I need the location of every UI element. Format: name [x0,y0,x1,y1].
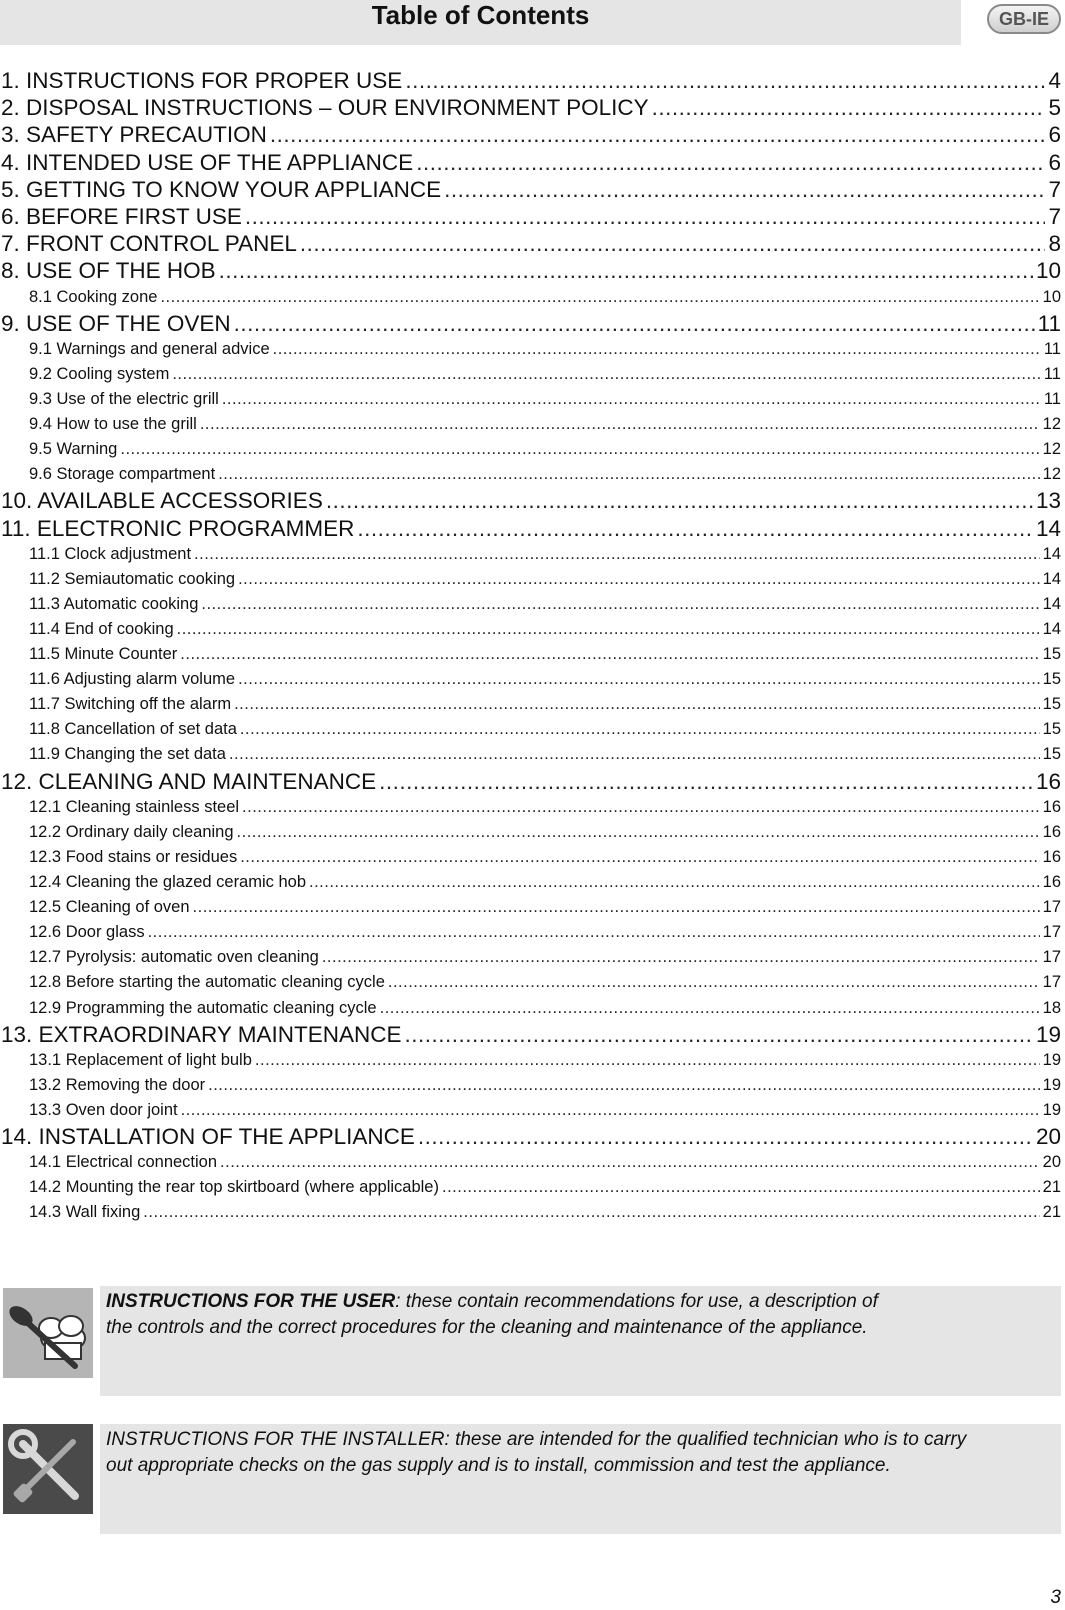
toc-section-row[interactable] [0,795,1061,820]
toc-section-row[interactable] [0,412,1061,437]
toc-chapter-row[interactable] [0,1123,1061,1150]
toc-leader-dots [405,1021,1033,1048]
toc-entry-page: 10 [1035,258,1061,284]
toc-leader-dots [238,667,1040,692]
toc-leader-dots [143,1200,1039,1225]
toc-leader-dots [242,795,1040,820]
toc-section-row[interactable] [0,820,1061,845]
toc-leader-dots [238,567,1040,592]
toc-entry-page: 15 [1042,720,1061,739]
toc-entry-page: 12 [1042,415,1061,434]
toc-entry-label: 12.2 Ordinary daily cleaning [29,822,234,841]
toc-chapter-row[interactable] [0,121,1061,148]
toc-entry-page: 19 [1042,1050,1061,1069]
toc-section-row[interactable] [0,845,1061,870]
toc-section-row[interactable] [0,970,1061,995]
toc-leader-dots [322,945,1040,970]
toc-entry-label: 14. INSTALLATION OF THE APPLIANCE [1,1124,415,1150]
toc-entry-page: 16 [1042,822,1061,841]
toc-entry-page: 10 [1042,287,1061,306]
toc-leader-dots [181,1098,1040,1123]
toc-entry-page: 21 [1042,1178,1061,1197]
toc-section-row[interactable] [0,1175,1061,1200]
toc-section-row[interactable] [0,592,1061,617]
toc-section-row[interactable] [0,1048,1061,1073]
toc-entry-label: 13.1 Replacement of light bulb [29,1050,252,1069]
toc-entry-label: 12.7 Pyrolysis: automatic oven cleaning [29,948,319,967]
toc-chapter-row[interactable] [0,515,1061,542]
toc-entry-page: 12 [1042,465,1061,484]
toc-entry-label: 9.4 How to use the grill [29,415,197,434]
toc-chapter-row[interactable] [0,487,1061,514]
toc-section-row[interactable] [0,642,1061,667]
toc-section-row[interactable] [0,996,1061,1021]
toc-section-row[interactable] [0,362,1061,387]
toc-leader-dots [172,362,1041,387]
user-instructions-title: INSTRUCTIONS FOR THE USER [106,1291,396,1312]
toc-entry-page: 19 [1042,1075,1061,1094]
toc-leader-dots [220,1150,1040,1175]
toc-entry-label: 10. AVAILABLE ACCESSORIES [1,488,323,514]
toc-entry-label: 8. USE OF THE HOB [1,258,216,284]
toc-entry-page: 15 [1042,645,1061,664]
toc-chapter-row[interactable] [0,94,1061,121]
toc-entry-page: 17 [1042,973,1061,992]
toc-entry-page: 16 [1042,797,1061,816]
toc-leader-dots [193,895,1040,920]
toc-entry-label: 14.2 Mounting the rear top skirtboard (where applicable) [29,1178,439,1197]
toc-entry-label: 13. EXTRAORDINARY MAINTENANCE [1,1021,402,1047]
toc-section-row[interactable] [0,1073,1061,1098]
toc-entry-label: 11. ELECTRONIC PROGRAMMER [1,515,355,541]
toc-section-row[interactable] [0,692,1061,717]
toc-entry-page: 7 [1048,176,1061,202]
toc-section-row[interactable] [0,945,1061,970]
toc-entry-page: 20 [1035,1124,1061,1150]
toc-entry-page: 7 [1048,203,1061,229]
toc-leader-dots [120,437,1039,462]
toc-entry-page: 19 [1035,1021,1061,1047]
toc-entry-page: 8 [1048,231,1061,257]
toc-entry-page: 16 [1035,768,1061,794]
toc-chapter-row[interactable] [0,67,1061,94]
toc-entry-page: 17 [1042,923,1061,942]
toc-leader-dots [234,692,1040,717]
toc-entry-label: 11.8 Cancellation of set data [29,720,237,739]
toc-leader-dots [416,149,1045,176]
toc-entry-page: 16 [1042,873,1061,892]
language-badge: GB-IE [987,4,1061,34]
page-number: 3 [1050,1587,1061,1608]
toc-leader-dots [219,257,1033,284]
toc-entry-page: 19 [1042,1100,1061,1119]
toc-leader-dots [177,617,1040,642]
toc-section-row[interactable] [0,717,1061,742]
toc-entry-label: 2. DISPOSAL INSTRUCTIONS – OUR ENVIRONMENT POLICY [1,95,649,121]
toc-leader-dots [234,310,1035,337]
toc-leader-dots [222,387,1041,412]
toc-leader-dots [652,94,1046,121]
toc-entry-page: 4 [1048,68,1061,93]
toc-entry-page: 13 [1035,488,1061,514]
toc-entry-page: 11 [1037,310,1061,336]
toc-chapter-row[interactable] [0,1021,1061,1048]
toc-section-row[interactable] [0,1200,1061,1225]
toc-leader-dots [357,515,1033,542]
toc-entry-page: 17 [1042,948,1061,967]
toc-section-row[interactable] [0,1150,1061,1175]
toc-leader-dots [442,1175,1040,1200]
toc-section-row[interactable] [0,462,1061,487]
toc-leader-dots [300,230,1046,257]
toc-entry-label: 3. SAFETY PRECAUTION [1,122,267,148]
toc-entry-page: 15 [1042,670,1061,689]
toc-leader-dots [255,1048,1040,1073]
toc-entry-label: 12.5 Cleaning of oven [29,898,190,917]
toc-section-row[interactable] [0,617,1061,642]
toc-entry-label: 12.9 Programming the automatic cleaning cycle [29,998,377,1017]
toc-leader-dots [201,592,1039,617]
toc-leader-dots [240,717,1040,742]
toc-entry-label: 4. INTENDED USE OF THE APPLIANCE [1,149,414,175]
toc-entry-label: 7. FRONT CONTROL PANEL [1,231,297,257]
toc-entry-page: 6 [1048,122,1061,148]
page-title: Table of Contents [371,0,590,30]
user-instructions-text [100,1286,1061,1341]
toc-entry-label: 11.6 Adjusting alarm volume [29,670,236,689]
toc-leader-dots [309,870,1040,895]
chef-spoon-icon [3,1288,93,1378]
toc-entry-page: 16 [1042,847,1061,866]
toc-entry-page: 14 [1042,594,1061,613]
toc-leader-dots [380,996,1040,1021]
toc-chapter-row[interactable] [0,203,1061,230]
toc-entry-page: 15 [1042,745,1061,764]
user-instructions-line1: : these contain recommendations for use, a description of [395,1291,878,1312]
toc-section-row[interactable] [0,285,1061,310]
toc-chapter-row[interactable] [0,230,1061,257]
toc-entry-page: 20 [1042,1153,1061,1172]
toc-leader-dots [273,337,1041,362]
toc-entry-label: 12.4 Cleaning the glazed ceramic hob [29,873,307,892]
toc-entry-label: 11.4 End of cooking [29,620,174,638]
toc-entry-label: 12.3 Food stains or residues [29,847,238,866]
toc-entry-label: 12. CLEANING AND MAINTENANCE [1,768,377,794]
toc-chapter-row[interactable] [0,176,1061,203]
toc-section-row[interactable] [0,437,1061,462]
toc-entry-label: 11.9 Changing the set data [29,745,226,764]
toc-leader-dots [405,67,1045,94]
toc-entry-label: 11.1 Clock adjustment [29,544,192,563]
toc-entry-label: 9.2 Cooling system [29,364,170,383]
toc-section-row[interactable] [0,387,1061,412]
toc-entry-page: 14 [1042,544,1061,563]
toc-entry-page: 5 [1048,95,1061,121]
user-instructions-box [100,1286,1061,1396]
toc-leader-dots [237,820,1040,845]
toc-leader-dots [200,412,1040,437]
toc-chapter-row[interactable] [0,768,1061,795]
toc-entry-label: 14.1 Electrical connection [29,1153,218,1172]
toc-leader-dots [180,642,1039,667]
toc-section-row[interactable] [0,567,1061,592]
toc-entry-label: 11.2 Semiautomatic cooking [29,569,236,588]
user-instructions-line2: the controls and the correct procedures for the cleaning and maintenance of the appliance. [106,1317,868,1338]
toc-leader-dots [148,920,1040,945]
toc-section-row[interactable] [0,1098,1061,1123]
toc-leader-dots [245,203,1046,230]
installer-instructions-text [100,1424,1061,1479]
toc-entry-page: 11 [1043,389,1061,408]
toc-entry-page: 11 [1043,364,1061,383]
toc-leader-dots [240,845,1039,870]
toc-section-row[interactable] [0,895,1061,920]
installer-instructions-box [100,1424,1061,1534]
toc-entry-page: 14 [1042,569,1061,588]
toc-entry-label: 9.6 Storage compartment [29,465,216,484]
toc-leader-dots [229,742,1040,767]
table-of-contents [0,67,1061,1226]
toc-entry-label: 11.3 Automatic cooking [29,594,199,613]
toc-entry-label: 11.7 Switching off the alarm [29,695,232,714]
toc-entry-page: 11 [1043,339,1061,358]
toc-entry-label: 9. USE OF THE OVEN [1,310,231,336]
toc-entry-label: 8.1 Cooking zone [29,287,158,306]
toc-section-row[interactable] [0,742,1061,767]
toc-leader-dots [194,542,1040,567]
toc-leader-dots [270,121,1046,148]
toc-entry-page: 17 [1042,898,1061,917]
toc-entry-page: 14 [1035,515,1061,541]
installer-instructions-line2: out appropriate checks on the gas supply and is to install, commission and test the appliance. [106,1455,891,1476]
toc-entry-label: 13.3 Oven door joint [29,1100,178,1119]
toc-chapter-row[interactable] [0,257,1061,284]
toc-entry-label: 13.2 Removing the door [29,1075,206,1094]
toc-entry-label: 12.6 Door glass [29,923,145,942]
toc-leader-dots [418,1123,1033,1150]
toc-leader-dots [208,1073,1040,1098]
toc-leader-dots [444,176,1045,203]
toc-entry-label: 6. BEFORE FIRST USE [1,203,242,229]
toc-entry-label: 12.1 Cleaning stainless steel [29,797,240,816]
toc-entry-label: 12.8 Before starting the automatic cleaning cycle [29,973,385,992]
toc-section-row[interactable] [0,870,1061,895]
toc-chapter-row[interactable] [0,149,1061,176]
toc-section-row[interactable] [0,542,1061,567]
toc-leader-dots [388,970,1040,995]
toc-entry-page: 6 [1048,149,1061,175]
toc-section-row[interactable] [0,920,1061,945]
toc-entry-label: 11.5 Minute Counter [29,645,178,664]
toc-entry-label: 9.5 Warning [29,440,118,459]
toc-entry-label: 14.3 Wall fixing [29,1203,141,1222]
installer-instructions-line1: INSTRUCTIONS FOR THE INSTALLER: these are intended for the qualified technician who is to carry [106,1429,967,1450]
toc-section-row[interactable] [0,667,1061,692]
toc-entry-page: 18 [1042,998,1061,1017]
toc-entry-label: 1. INSTRUCTIONS FOR PROPER USE [1,68,403,93]
tools-icon [3,1424,93,1514]
toc-leader-dots [326,487,1033,514]
toc-chapter-row[interactable] [0,310,1061,337]
toc-section-row[interactable] [0,337,1061,362]
toc-leader-dots [379,768,1033,795]
toc-leader-dots [160,285,1039,310]
toc-entry-page: 15 [1042,695,1061,714]
toc-entry-page: 12 [1042,440,1061,459]
toc-leader-dots [218,462,1039,487]
toc-entry-page: 14 [1042,620,1061,638]
toc-entry-page: 21 [1042,1203,1061,1222]
toc-entry-label: 9.1 Warnings and general advice [29,339,270,358]
toc-entry-label: 9.3 Use of the electric grill [29,389,219,408]
toc-entry-label: 5. GETTING TO KNOW YOUR APPLIANCE [1,176,442,202]
